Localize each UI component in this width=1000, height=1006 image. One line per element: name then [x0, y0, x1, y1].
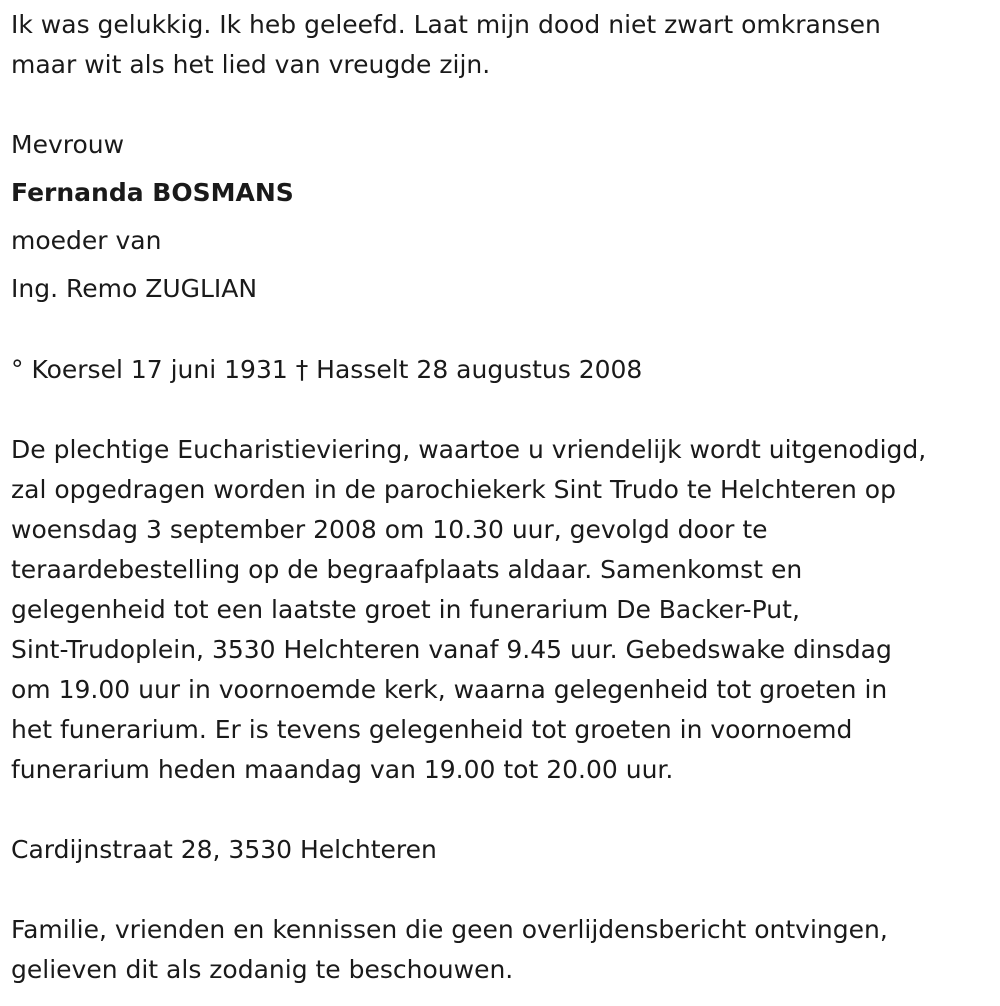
closing-note: Familie, vrienden en kennissen die geen overlijdensbericht ontvingen, gelieven dit als zodanig te beschouwen. [11, 915, 888, 984]
life-dates [11, 350, 642, 390]
cross-icon: † [295, 355, 309, 384]
relation-label: moeder van [11, 226, 162, 255]
child-name: Ing. Remo ZUGLIAN [11, 274, 258, 303]
motto: Ik was gelukkig. Ik heb geleefd. Laat mijn dood niet zwart omkransen maar wit als het lied van vreugde zijn. [11, 10, 881, 79]
salutation: Mevrouw [11, 130, 125, 159]
service-details: De plechtige Eucharistieviering, waartoe u vriendelijk wordt uitgenodigd, zal opgedragen worden in de parochiekerk Sint Trudo te Helchteren op woensdag 3 september 2008 om 10.30 uur, gevolgd door te teraardebestelling op de begraafplaats aldaar. Samenkomst en gelegenheid tot een laatste groet in funerarium De Backer-Put, Sint-Trudoplein, 3530 Helchteren vanaf 9.45 uur. Gebedswake dinsdag om 19.00 uur in voornoemde kerk, waarna gelegenheid tot groeten in het funerarium. Er is tevens gelegenheid tot groeten in voornoemd funerarium heden maandag van 19.00 tot 20.00 uur. [11, 435, 927, 784]
birth-date: ° Koersel 17 juni 1931 [11, 355, 288, 384]
death-date: Hasselt 28 augustus 2008 [316, 355, 643, 384]
address: Cardijnstraat 28, 3530 Helchteren [11, 835, 437, 864]
deceased-name: Fernanda BOSMANS [11, 178, 294, 207]
